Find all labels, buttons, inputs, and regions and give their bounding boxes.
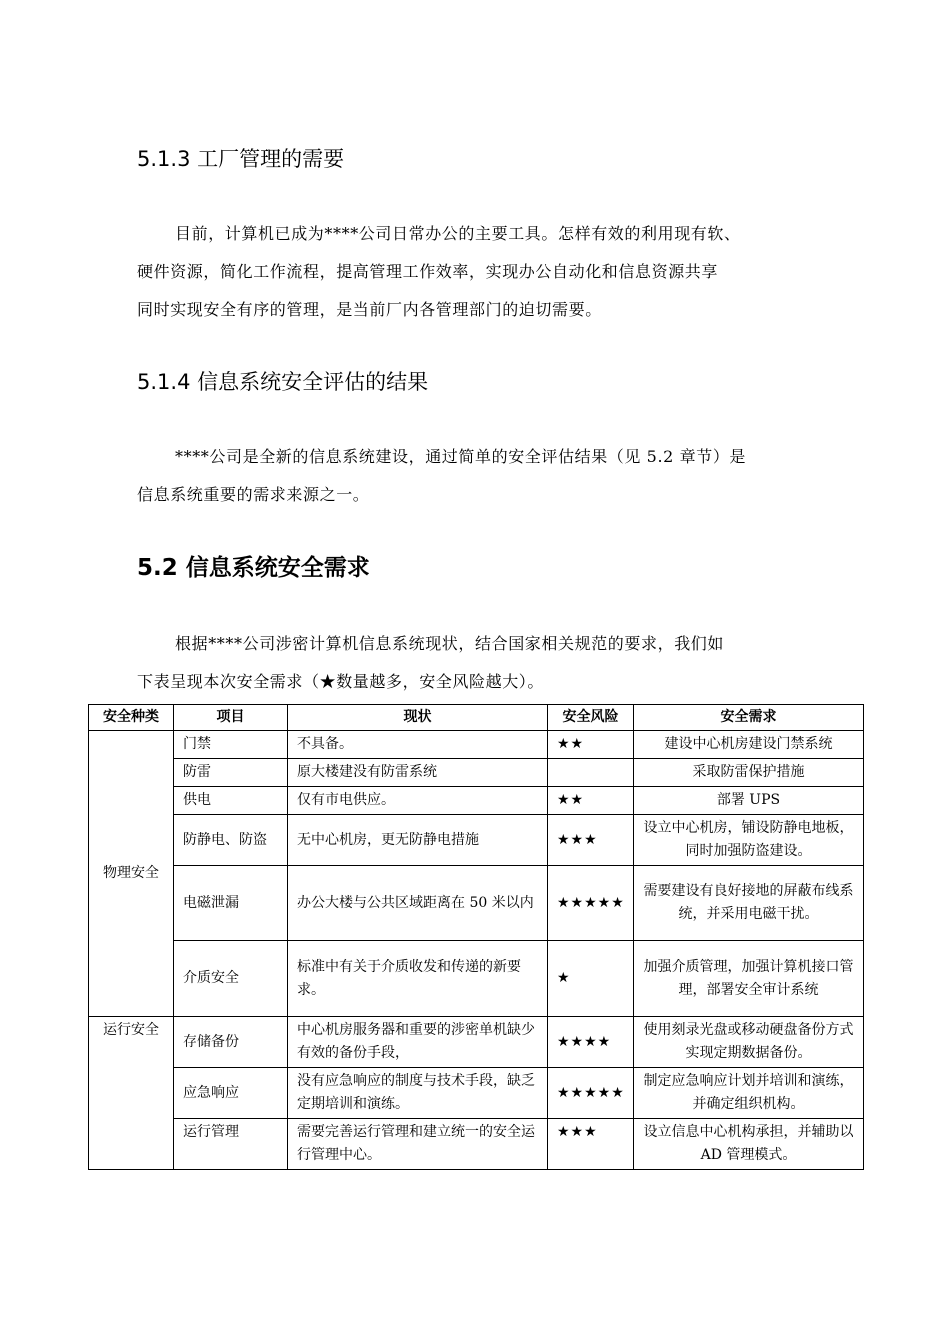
risk-cell: ★ — [548, 941, 634, 1017]
risk-cell: ★★★★★ — [548, 1068, 634, 1119]
status-cell: 仅有市电供应。 — [288, 787, 548, 815]
risk-cell: ★★★ — [548, 1119, 634, 1170]
item-cell: 供电 — [174, 787, 288, 815]
heading-5-2: 5.2 信息系统安全需求 — [137, 555, 370, 581]
need-cell: 设立信息中心机构承担，并辅助以 AD 管理模式。 — [634, 1119, 864, 1170]
category-cell: 物理安全 — [89, 731, 174, 1017]
item-cell: 电磁泄漏 — [174, 866, 288, 941]
status-cell: 无中心机房，更无防静电措施 — [288, 815, 548, 866]
item-cell: 防雷 — [174, 759, 288, 787]
column-header: 现状 — [288, 705, 548, 731]
risk-cell: ★★★★★ — [548, 866, 634, 941]
need-cell: 需要建设有良好接地的屏蔽布线系统，并采用电磁干扰。 — [634, 866, 864, 941]
need-cell: 部署 UPS — [634, 787, 864, 815]
column-header: 安全需求 — [634, 705, 864, 731]
table-row — [89, 1017, 864, 1068]
status-cell: 中心机房服务器和重要的涉密单机缺少有效的备份手段， — [288, 1017, 548, 1068]
item-cell: 存储备份 — [174, 1017, 288, 1068]
risk-cell: ★★ — [548, 787, 634, 815]
risk-cell — [548, 759, 634, 787]
paragraph-line: 目前，计算机已成为****公司日常办公的主要工具。怎样有效的利用现有软、 — [175, 224, 741, 243]
risk-cell: ★★★★ — [548, 1017, 634, 1068]
heading-5-1-3: 5.1.3 工厂管理的需要 — [137, 147, 345, 171]
column-header: 项目 — [174, 705, 288, 731]
need-cell: 使用刻录光盘或移动硬盘备份方式实现定期数据备份。 — [634, 1017, 864, 1068]
paragraph-line: ****公司是全新的信息系统建设，通过简单的安全评估结果（见 5.2 章节）是 — [175, 447, 747, 466]
heading-5-1-4: 5.1.4 信息系统安全评估的结果 — [137, 370, 429, 394]
table-row — [89, 759, 864, 787]
table-row — [89, 1119, 864, 1170]
status-cell: 办公大楼与公共区域距离在 50 米以内 — [288, 866, 548, 941]
paragraph-line: 信息系统重要的需求来源之一。 — [137, 485, 370, 504]
table-row — [89, 787, 864, 815]
status-cell: 需要完善运行管理和建立统一的安全运行管理中心。 — [288, 1119, 548, 1170]
column-header: 安全种类 — [89, 705, 174, 731]
need-cell: 设立中心机房，铺设防静电地板，同时加强防盗建设。 — [634, 815, 864, 866]
column-header: 安全风险 — [548, 705, 634, 731]
risk-cell: ★★ — [548, 731, 634, 759]
paragraph-line: 硬件资源，简化工作流程，提高管理工作效率，实现办公自动化和信息资源共享 — [137, 262, 719, 281]
paragraph-line: 下表呈现本次安全需求（★数量越多，安全风险越大）。 — [137, 672, 545, 691]
item-cell: 门禁 — [174, 731, 288, 759]
item-cell: 运行管理 — [174, 1119, 288, 1170]
table-row — [89, 941, 864, 1017]
status-cell: 原大楼建没有防雷系统 — [288, 759, 548, 787]
item-cell: 介质安全 — [174, 941, 288, 1017]
category-cell: 运行安全 — [89, 1017, 174, 1170]
need-cell: 建设中心机房建设门禁系统 — [634, 731, 864, 759]
item-cell: 应急响应 — [174, 1068, 288, 1119]
table-header-row — [89, 705, 864, 731]
risk-cell: ★★★ — [548, 815, 634, 866]
status-cell: 标准中有关于介质收发和传递的新要求。 — [288, 941, 548, 1017]
table-row — [89, 1068, 864, 1119]
item-cell: 防静电、防盗 — [174, 815, 288, 866]
need-cell: 采取防雷保护措施 — [634, 759, 864, 787]
status-cell: 没有应急响应的制度与技术手段，缺乏定期培训和演练。 — [288, 1068, 548, 1119]
paragraph-line: 同时实现安全有序的管理，是当前厂内各管理部门的迫切需要。 — [137, 300, 602, 319]
security-requirements-table — [88, 704, 864, 1170]
table-row — [89, 731, 864, 759]
table-row — [89, 815, 864, 866]
paragraph-line: 根据****公司涉密计算机信息系统现状，结合国家相关规范的要求，我们如 — [175, 634, 725, 653]
status-cell: 不具备。 — [288, 731, 548, 759]
table-row — [89, 866, 864, 941]
need-cell: 加强介质管理，加强计算机接口管理，部署安全审计系统 — [634, 941, 864, 1017]
need-cell: 制定应急响应计划并培训和演练，并确定组织机构。 — [634, 1068, 864, 1119]
